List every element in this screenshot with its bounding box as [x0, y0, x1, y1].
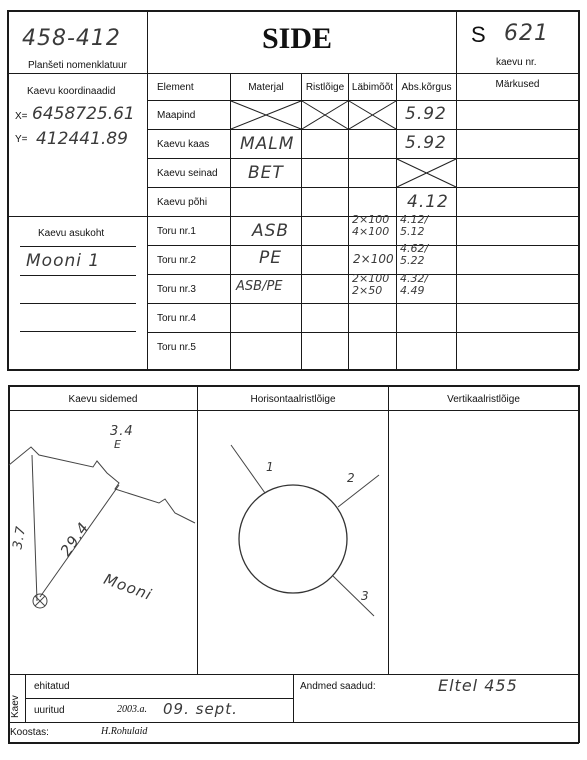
location-value: Mooni 1 — [26, 251, 101, 271]
cross-mark-labimoot — [349, 101, 396, 129]
kaev-label: Kaev — [10, 695, 21, 718]
cross-mark-materjal — [231, 101, 301, 129]
author-label: Koostas: — [10, 727, 49, 738]
abs-value: 4.62/ 5.22 — [400, 242, 429, 267]
materjal-value: PE — [259, 248, 282, 268]
labimoot-value: 2×100 4×100 — [352, 213, 390, 238]
header-markused: Märkused — [495, 78, 540, 90]
row-element: Toru nr.4 — [157, 312, 196, 324]
pipe-3-label: 3 — [361, 589, 370, 603]
abs-value: 4.12/ 5.12 — [400, 213, 429, 238]
form-title: SIDE — [262, 22, 333, 55]
street-label: Mooni — [101, 569, 155, 605]
header-materjal: Materjal — [248, 81, 284, 93]
header-abs: Abs.kõrgus — [401, 81, 452, 93]
row-element: Maapind — [157, 109, 196, 121]
y-coordinate-value: 412441.89 — [36, 129, 128, 149]
dist-a-label: 3.4 — [110, 424, 134, 439]
section-title-connections: Kaevu sidemed — [68, 393, 138, 405]
row-element: Kaevu seinad — [157, 167, 218, 179]
well-number: 621 — [504, 21, 549, 46]
surveyed-year: 2003.a. — [117, 704, 147, 715]
dist-a-sub: E — [114, 438, 122, 451]
nomenclature-value: 458-412 — [22, 26, 121, 51]
manhole-cross-section — [198, 411, 388, 673]
surveyed-date: 09. sept. — [163, 700, 238, 718]
materjal-value: ASB/PE — [236, 279, 283, 294]
labimoot-value: 2×100 — [353, 252, 394, 266]
nomenclature-label: Planšeti nomenklatuur — [28, 60, 127, 71]
author-value: H.Rohulaid — [101, 726, 148, 737]
row-element: Toru nr.2 — [157, 254, 196, 266]
well-prefix: S — [471, 22, 486, 47]
labimoot-value: 2×100 2×50 — [352, 272, 390, 297]
coordinates-label: Kaevu koordinaadid — [27, 86, 116, 97]
row-element: Kaevu kaas — [157, 138, 210, 150]
pipe-2-label: 2 — [347, 471, 356, 485]
dist-b-label: 3.7 — [10, 524, 30, 551]
row-element: Toru nr.1 — [157, 225, 196, 237]
materjal-value: ASB — [252, 221, 290, 241]
section-title-vertical: Vertikaalristlõige — [447, 393, 520, 405]
materjal-value: MALM — [240, 134, 295, 154]
row-element: Toru nr.5 — [157, 341, 196, 353]
materjal-value: BET — [248, 163, 284, 183]
dist-c-label: 29.4 — [56, 518, 93, 560]
pipe-1-label: 1 — [266, 460, 275, 474]
built-label: ehitatud — [34, 681, 70, 692]
x-coordinate-value: 6458725.61 — [32, 104, 135, 124]
surveyed-label: uuritud — [34, 705, 65, 716]
row-element: Kaevu põhi — [157, 196, 208, 208]
data-source-label: Andmed saadud: — [300, 681, 376, 692]
abs-value: 4.12 — [407, 192, 449, 212]
header-labimoot: Läbimõõt — [351, 81, 394, 93]
y-label: Y= — [15, 134, 28, 145]
location-label: Kaevu asukoht — [38, 228, 105, 239]
abs-value: 5.92 — [405, 133, 447, 153]
x-label: X= — [15, 111, 28, 122]
abs-value: 5.92 — [405, 104, 447, 124]
well-number-label: kaevu nr. — [496, 57, 537, 68]
cross-mark-abs-seinad — [397, 159, 456, 187]
data-source-value: Eltel 455 — [438, 676, 518, 695]
header-ristloige: Ristlõige — [305, 81, 345, 93]
cross-mark-ristloige — [302, 101, 348, 129]
connections-sketch — [9, 411, 197, 673]
row-element: Toru nr.3 — [157, 283, 196, 295]
abs-value: 4.32/ 4.49 — [400, 272, 429, 297]
header-element: Element — [157, 81, 194, 93]
section-title-horizontal: Horisontaalristlõige — [250, 393, 336, 405]
